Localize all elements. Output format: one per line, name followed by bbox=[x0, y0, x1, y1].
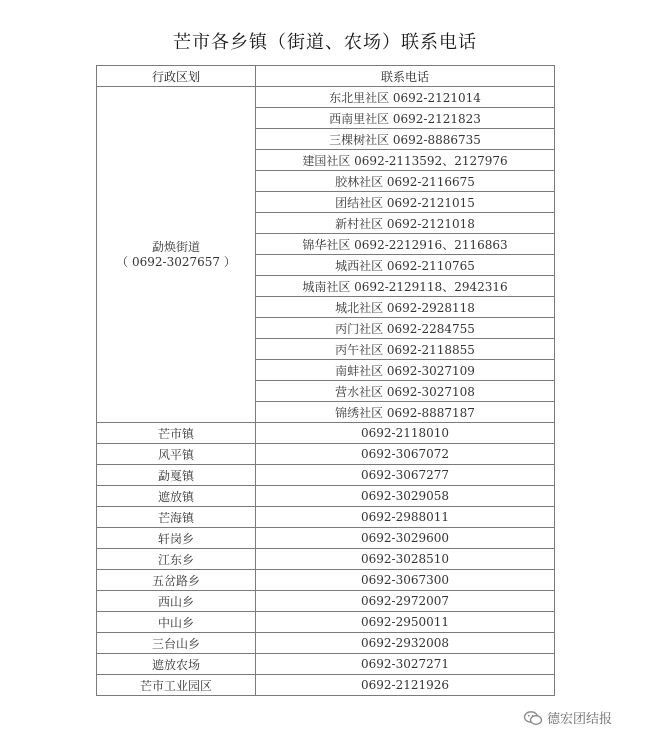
town-name: 三台山乡 bbox=[97, 633, 256, 654]
subdistrict-cell bbox=[97, 87, 256, 423]
contact-table bbox=[96, 65, 555, 696]
town-row bbox=[97, 549, 555, 570]
town-name: 遮放镇 bbox=[97, 486, 256, 507]
community-contact: 南蚌社区 0692-3027109 bbox=[256, 360, 555, 381]
town-row bbox=[97, 633, 555, 654]
page-title: 芒市各乡镇（街道、农场）联系电话 bbox=[173, 32, 477, 53]
community-contact: 锦华社区 0692-2212916、2116863 bbox=[256, 234, 555, 255]
town-name: 芒市工业园区 bbox=[97, 675, 256, 696]
header-phone: 联系电话 bbox=[256, 66, 555, 87]
community-contact: 营水社区 0692-3027108 bbox=[256, 381, 555, 402]
town-row bbox=[97, 591, 555, 612]
town-phone: 0692-2972007 bbox=[256, 591, 555, 612]
town-phone: 0692-2932008 bbox=[256, 633, 555, 654]
community-contact: 丙门社区 0692-2284755 bbox=[256, 318, 555, 339]
community-contact: 建国社区 0692-2113592、2127976 bbox=[256, 150, 555, 171]
town-name: 中山乡 bbox=[97, 612, 256, 633]
town-name: 五岔路乡 bbox=[97, 570, 256, 591]
town-phone: 0692-2121926 bbox=[256, 675, 555, 696]
town-row bbox=[97, 507, 555, 528]
town-name: 江东乡 bbox=[97, 549, 256, 570]
town-row bbox=[97, 570, 555, 591]
town-row bbox=[97, 444, 555, 465]
town-name: 轩岗乡 bbox=[97, 528, 256, 549]
town-phone: 0692-3067277 bbox=[256, 465, 555, 486]
town-phone: 0692-3029600 bbox=[256, 528, 555, 549]
town-name: 芒海镇 bbox=[97, 507, 256, 528]
town-phone: 0692-2950011 bbox=[256, 612, 555, 633]
town-name: 西山乡 bbox=[97, 591, 256, 612]
town-row bbox=[97, 465, 555, 486]
town-row bbox=[97, 675, 555, 696]
community-contact: 城西社区 0692-2110765 bbox=[256, 255, 555, 276]
town-name: 遮放农场 bbox=[97, 654, 256, 675]
community-row bbox=[97, 87, 555, 108]
town-phone: 0692-2988011 bbox=[256, 507, 555, 528]
town-phone: 0692-2118010 bbox=[256, 423, 555, 444]
table-header-row bbox=[97, 66, 555, 87]
community-contact: 团结社区 0692-2121015 bbox=[256, 192, 555, 213]
community-contact: 三棵树社区 0692-8886735 bbox=[256, 129, 555, 150]
community-contact: 胶林社区 0692-2116675 bbox=[256, 171, 555, 192]
town-phone: 0692-3067072 bbox=[256, 444, 555, 465]
community-contact: 新村社区 0692-2121018 bbox=[256, 213, 555, 234]
community-contact: 锦绣社区 0692-8887187 bbox=[256, 402, 555, 423]
town-phone: 0692-3067300 bbox=[256, 570, 555, 591]
community-contact: 城北社区 0692-2928118 bbox=[256, 297, 555, 318]
town-name: 芒市镇 bbox=[97, 423, 256, 444]
town-row bbox=[97, 486, 555, 507]
community-contact: 丙午社区 0692-2118855 bbox=[256, 339, 555, 360]
town-name: 风平镇 bbox=[97, 444, 256, 465]
town-row bbox=[97, 654, 555, 675]
header-region: 行政区划 bbox=[97, 66, 256, 87]
town-row bbox=[97, 612, 555, 633]
community-contact: 东北里社区 0692-2121014 bbox=[256, 87, 555, 108]
watermark bbox=[523, 708, 612, 727]
town-name: 勐戛镇 bbox=[97, 465, 256, 486]
town-phone: 0692-3027271 bbox=[256, 654, 555, 675]
subdistrict-phone: （ 0692-3027657 ） bbox=[116, 254, 236, 269]
town-phone: 0692-3029058 bbox=[256, 486, 555, 507]
wechat-icon bbox=[523, 710, 543, 726]
community-contact: 城南社区 0692-2129118、2942316 bbox=[256, 276, 555, 297]
community-contact: 西南里社区 0692-2121823 bbox=[256, 108, 555, 129]
town-row bbox=[97, 423, 555, 444]
subdistrict-name: 勐焕街道 bbox=[151, 239, 200, 254]
town-row bbox=[97, 528, 555, 549]
town-phone: 0692-3028510 bbox=[256, 549, 555, 570]
watermark-text: 德宏团结报 bbox=[547, 712, 613, 727]
